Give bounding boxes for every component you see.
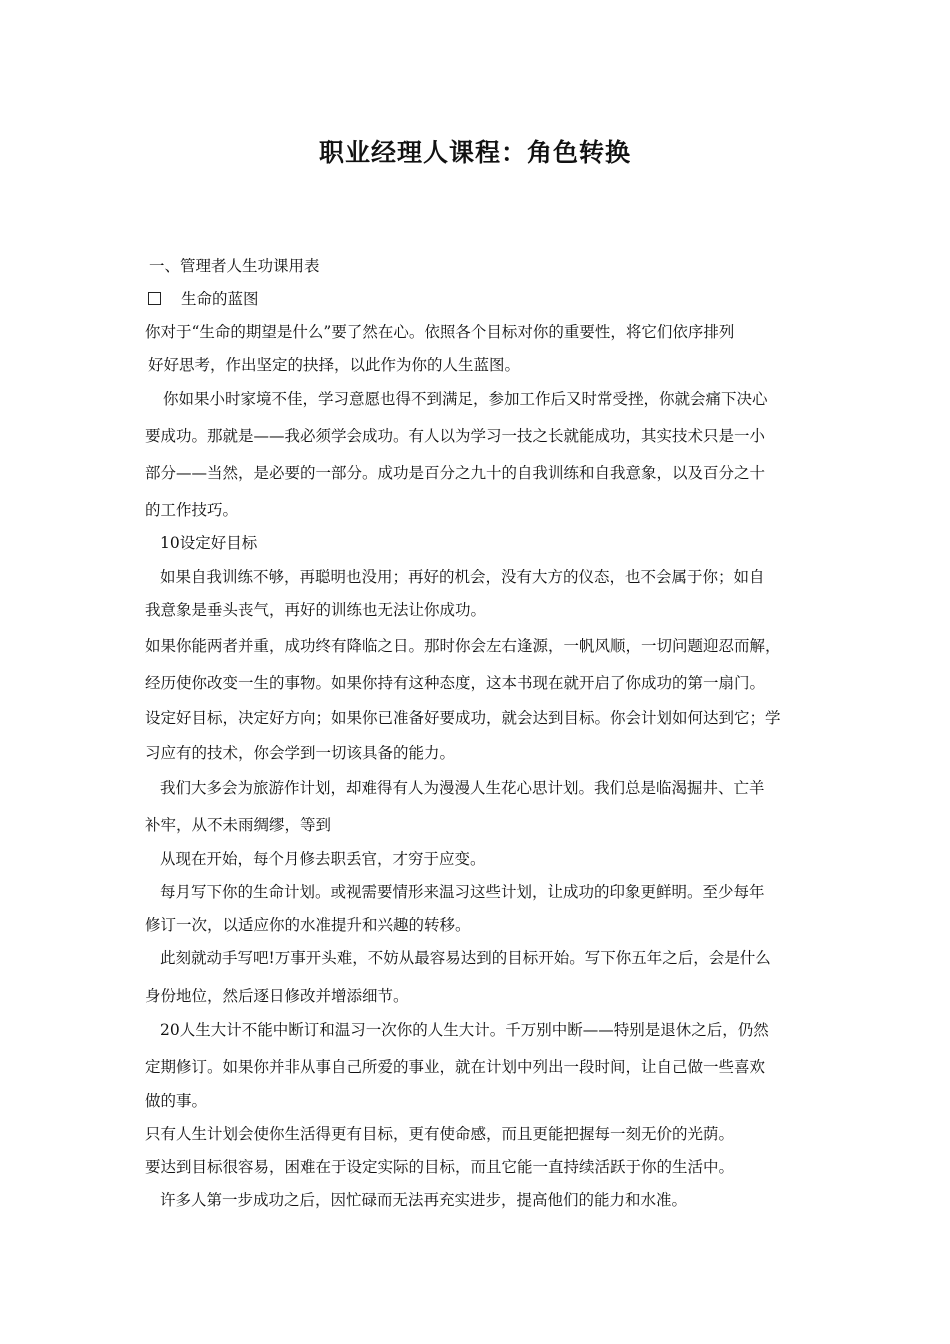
body-line: 你如果小时家境不佳，学习意愿也得不到满足，参加工作后又时常受挫，你就会痛下决心 [163, 390, 768, 408]
body-line: 习应有的技术，你会学到一切该具备的能力。 [145, 744, 456, 762]
body-line: 每月写下你的生命计划。或视需要情形来温习这些计划，让成功的印象更鲜明。至少每年 [160, 883, 765, 901]
body-line: 如果自我训练不够，再聪明也没用；再好的机会，没有大方的仪态，也不会属于你；如自 [160, 568, 765, 586]
body-line: 身份地位，然后逐日修改并增添细节。 [145, 987, 409, 1005]
body-line: 定期修订。如果你并非从事自己所爱的事业，就在计划中列出一段时间，让自己做一些喜欢 [145, 1058, 766, 1076]
document-title: 职业经理人课程：角色转换 [318, 138, 631, 167]
body-line: 的工作技巧。 [145, 501, 239, 519]
body-line: 设定好目标，决定好方向；如果你已准备好要成功，就会达到目标。你会计划如何达到它；学 [145, 709, 781, 727]
body-line: 做的事。 [145, 1092, 208, 1110]
body-line: 我意象是垂头丧气，再好的训练也无法让你成功。 [145, 601, 487, 619]
body-line: 许多人第一步成功之后，因忙碌而无法再充实进步，提高他们的能力和水准。 [160, 1191, 688, 1209]
body-line: 此刻就动手写吧!万事开头难，不妨从最容易达到的目标开始。写下你五年之后，会是什么 [160, 949, 771, 967]
body-line: 你对于“生命的期望是什么”要了然在心。依照各个目标对你的重要性，将它们依序排列 [145, 323, 735, 341]
body-line: 只有人生计划会使你生活得更有目标，更有使命感，而且更能把握每一刻无价的光荫。 [145, 1125, 735, 1143]
body-line: 补牢，从不未雨绸缪，等到 [145, 816, 332, 834]
body-line: 部分——当然，是必要的一部分。成功是百分之九十的自我训练和自我意象，以及百分之十 [145, 464, 766, 482]
body-line: 修订一次，以适应你的水准提升和兴趣的转移。 [145, 916, 471, 934]
body-line: 我们大多会为旅游作计划，却难得有人为漫漫人生花心思计划。我们总是临渴掘井、亡羊 [160, 779, 765, 797]
body-line: 好好思考，作出坚定的抉择，以此作为你的人生蓝图。 [148, 356, 521, 374]
checkbox-item-label: 生命的蓝图 [181, 290, 259, 308]
body-line: 要成功。那就是——我必须学会成功。有人以为学习一技之长就能成功，其实技术只是一小 [145, 427, 766, 445]
checkbox-item [145, 289, 815, 309]
section-heading: 一、管理者人生功课用表 [149, 257, 320, 275]
body-line: 如果你能两者并重，成功终有降临之日。那时你会左右逢源，一帆风顺，一切问题迎忍而解， [145, 637, 781, 655]
body-line: 10设定好目标 [160, 534, 258, 552]
checkbox-icon [148, 292, 161, 305]
body-line: 经历使你改变一生的事物。如果你持有这种态度，这本书现在就开启了你成功的第一扇门。 [145, 674, 766, 692]
body-line: 要达到目标很容易，困难在于设定实际的目标，而且它能一直持续活跃于你的生活中。 [145, 1158, 735, 1176]
body-line: 从现在开始，每个月修去职丢官，才穷于应变。 [160, 850, 486, 868]
body-line: 20人生大计不能中断订和温习一次你的人生大计。千万别中断——特别是退休之后，仍然 [160, 1021, 769, 1039]
